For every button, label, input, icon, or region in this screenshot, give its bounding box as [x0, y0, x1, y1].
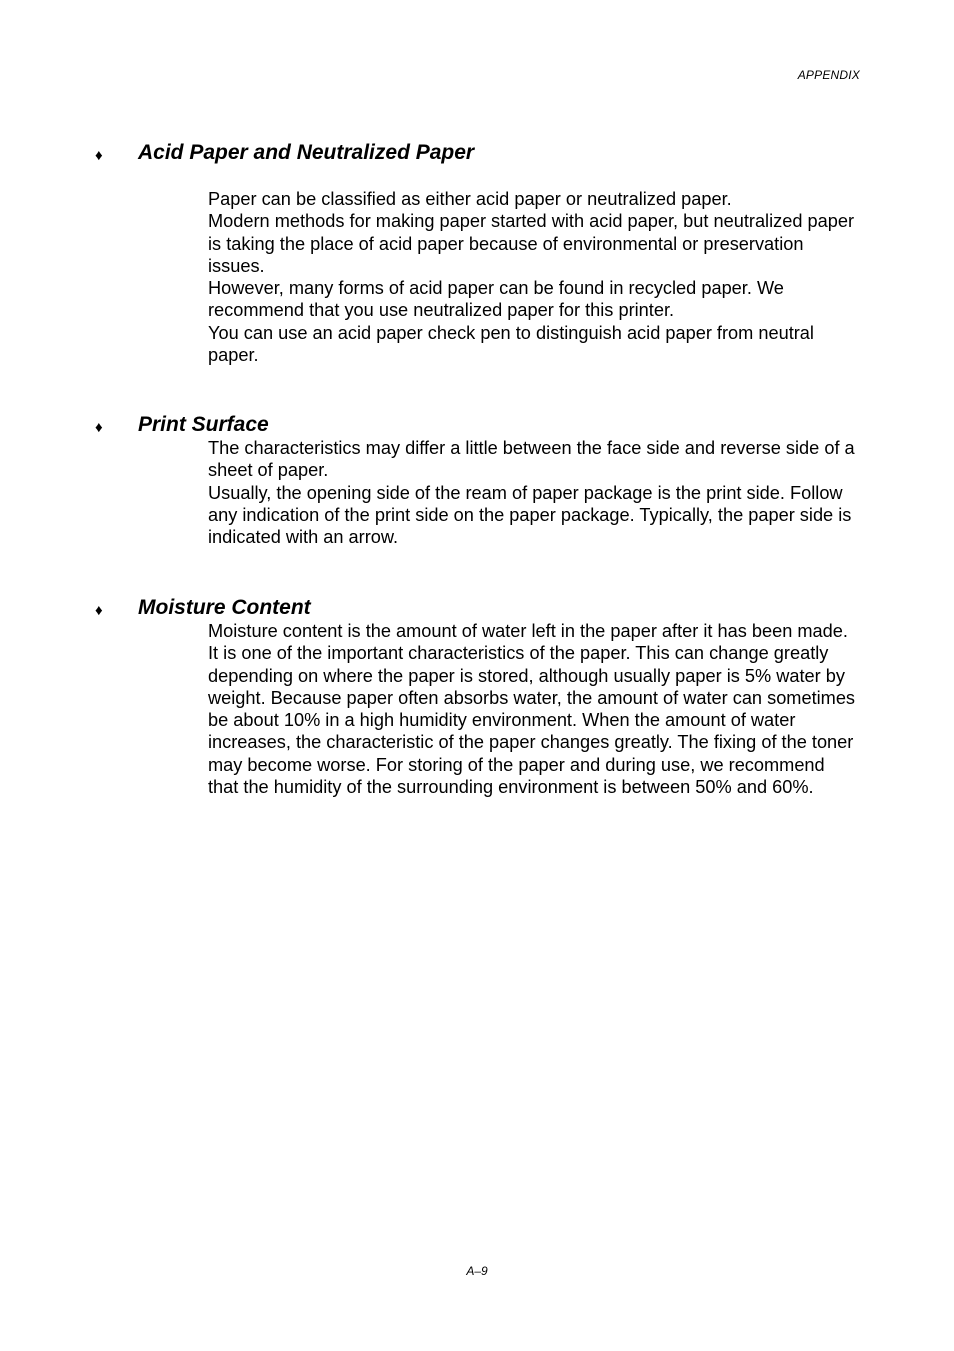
paragraph: You can use an acid paper check pen to distinguish acid paper from neutral paper.: [208, 322, 814, 366]
section-body: [208, 437, 858, 548]
section-body: [208, 620, 858, 798]
section-heading: Acid Paper and Neutralized Paper: [138, 141, 475, 164]
diamond-bullet-icon: ♦: [95, 147, 103, 164]
section-heading: Moisture Content: [138, 596, 311, 619]
paragraph: Usually, the opening side of the ream of paper package is the print side. Follow any indication of the print side on the paper package. Typically, the paper side is indicated with an arrow.: [208, 482, 852, 548]
paragraph: Moisture content is the amount of water left in the paper after it has been made. It is one of the important characteristics of the paper. This can change greatly depending on where the paper is stored, although usually paper is 5% water by weight. Because paper often absorbs water, the amount of water can sometimes be about 10% in a high humidity environment. When the amount of water increases, the characteristic of the paper changes greatly. The fixing of the toner may become worse. For storing of the paper and during use, we recommend that the humidity of the surrounding environment is between 50% and 60%.: [208, 621, 856, 798]
diamond-bullet-icon: ♦: [95, 419, 103, 436]
paragraph: However, many forms of acid paper can be found in recycled paper. We recommend that you use neutralized paper for this printer.: [208, 278, 784, 321]
section-body: [208, 188, 858, 366]
paragraph: Paper can be classified as either acid paper or neutralized paper.: [208, 189, 732, 209]
diamond-bullet-icon: ♦: [95, 602, 103, 619]
section-heading: Print Surface: [138, 413, 269, 436]
paragraph: Modern methods for making paper started with acid paper, but neutralized paper is taking the place of acid paper because of environmental or preservation issues.: [208, 211, 855, 276]
page-number: A–9: [466, 1264, 488, 1278]
paragraph: The characteristics may differ a little between the face side and reverse side of a sheet of paper.: [208, 438, 855, 481]
running-header: APPENDIX: [797, 68, 860, 82]
